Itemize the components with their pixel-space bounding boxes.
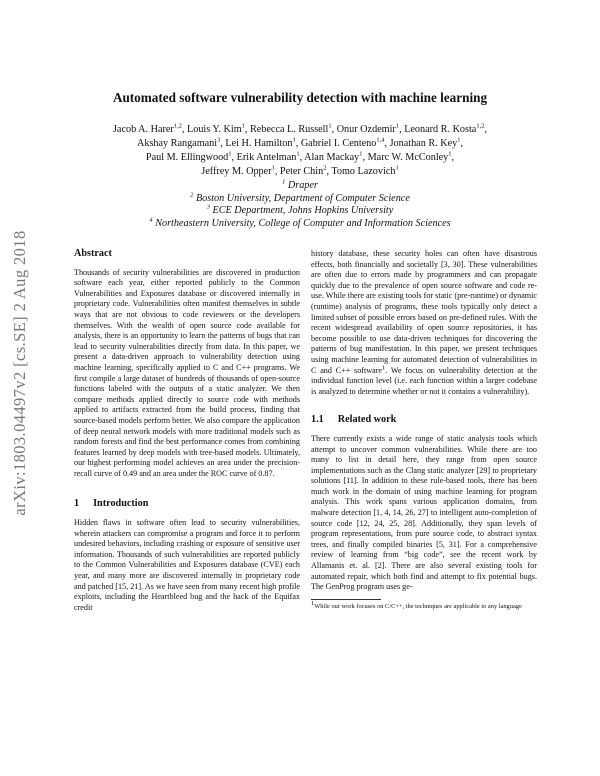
- affiliation-list: [60, 180, 540, 230]
- affiliation-line: [60, 218, 540, 231]
- introduction-continued-body: history database, these security holes can often have disastrous effects, both financially and societally [3, 30]. These vulnerabilities are often due to errors made by programmers and can propagate quickly due to the prevalence of open source software and code re-use. While there are existing tools for static (pre-runtime) or dynamic (runtime) analysis of programs, these tools typically only detect a limited subset of possible errors based on pre-defined rules. With the recent widespread availability of open source repositories, it has become possible to use data-driven techniques for discovering the patterns of bug manifestation. In this paper, we present techniques using machine learning for automated detection of vulnerabilities in C and C++ software: [311, 249, 537, 375]
- footnote: [311, 599, 537, 612]
- left-column: [74, 249, 300, 613]
- related-work-heading: [311, 415, 537, 426]
- author-name: Jacob A. Harer: [112, 124, 174, 135]
- author-name: , Lei H. Hamilton: [220, 138, 293, 149]
- author-line: [60, 165, 540, 179]
- author-affiliation-mark: 1,4: [376, 136, 385, 144]
- footnote-rule: [311, 599, 381, 600]
- author-name: , Onur Ozdemir: [331, 124, 396, 135]
- author-affiliation-mark: 1: [457, 136, 461, 144]
- author-affiliation-mark: 1: [271, 164, 275, 172]
- author-affiliation-mark: 1: [228, 150, 232, 158]
- affiliation-number: 1: [282, 178, 286, 186]
- author-affiliation-mark: 1: [241, 122, 245, 130]
- author-name: , Rebecca L. Russell: [244, 124, 329, 135]
- arxiv-identifier-text: arXiv:1803.04497v2 [cs.SE] 2 Aug 2018: [10, 230, 29, 516]
- author-name: Paul M. Ellingwood: [145, 152, 229, 163]
- paper-title: Automated software vulnerability detection with machine learning: [112, 90, 488, 105]
- affiliation-name: ECE Department, Johns Hopkins University: [212, 205, 394, 216]
- section-number: 1: [74, 498, 80, 510]
- abstract-heading: Abstract: [74, 248, 112, 259]
- author-affiliation-mark: 1: [395, 164, 399, 172]
- footnote-reference: 1: [382, 363, 386, 371]
- right-column: [311, 249, 537, 611]
- affiliation-name: Boston University, Department of Computer Science: [195, 192, 410, 204]
- author-name: , Gabriel I. Centeno: [295, 138, 377, 149]
- affiliation-line: [60, 180, 540, 193]
- subsection-title: Related work: [337, 414, 397, 426]
- affiliation-number: 2: [190, 191, 194, 199]
- introduction-heading: [74, 499, 300, 510]
- author-name: ,: [484, 124, 488, 135]
- arxiv-identifier-stamp: [6, 178, 34, 568]
- affiliation-name: Northeastern University, College of Computer and Information Sciences: [155, 217, 451, 229]
- author-name: ,: [460, 138, 463, 149]
- author-line: [60, 151, 540, 165]
- author-line: [60, 123, 540, 137]
- section-title: Introduction: [93, 498, 149, 510]
- author-affiliation-mark: 1: [359, 150, 363, 158]
- introduction-continued-end: . We focus on vulnerability detection at the individual function level (i.e. each function within a larger codebase is analyzed to determine whether or not it contains a vulnerability).: [311, 365, 537, 396]
- author-affiliation-mark: 1,2: [173, 122, 182, 130]
- author-name: , Peter Chin: [274, 166, 324, 177]
- introduction-continued-text: [311, 249, 537, 397]
- author-name: , Marc W. McConley: [362, 152, 449, 163]
- author-affiliation-mark: 1: [448, 150, 452, 158]
- footnote-text: While our work focuses on C/C++, the techniques are applicable to any language: [314, 602, 522, 610]
- author-affiliation-mark: 1: [292, 136, 296, 144]
- author-line: [60, 137, 540, 151]
- author-name: , Alan Mackay: [299, 152, 360, 163]
- author-name: , Jonathan R. Key: [384, 138, 458, 149]
- author-affiliation-mark: 2: [323, 164, 327, 172]
- author-affiliation-mark: 1,2: [476, 122, 485, 130]
- abstract-text: Thousands of security vulnerabilities are discovered in production software each year, either reported publicly to the Common Vulnerabilities and Exposures database or discovered internally in proprietary code. Vulnerabilities often manifest themselves in subtle ways that are not obvious to code reviewers or the developers themselves. With the wealth of open source code available for analysis, there is an opportunity to learn the patterns of bugs that can lead to security vulnerabilities directly from data. In this paper, we present a data-driven approach to vulnerability detection using machine learning, specifically applied to C and C++ programs. We first compile a large dataset of hundreds of thousands of open-source functions labeled with the outputs of a static analyzer. We then compare methods applied directly to source code with methods applied to artifacts extracted from the build process, finding that source-based models perform better. We also compare the application of deep neural network models with more traditional models such as random forests and find the best performance comes from combining features learned by deep models with tree-based models. Ultimately, our highest performing model achieves an area under the precision-recall curve of 0.49 and an area under the ROC curve of 0.87.: [74, 267, 300, 478]
- author-affiliation-mark: 1: [296, 150, 300, 158]
- affiliation-number: 3: [206, 203, 210, 211]
- author-affiliation-mark: 1: [328, 122, 332, 130]
- affiliation-number: 4: [149, 216, 153, 224]
- author-name: Jeffrey M. Opper: [201, 166, 272, 177]
- author-list: [60, 123, 540, 179]
- author-affiliation-mark: 1: [395, 122, 400, 130]
- subsection-number: 1.1: [311, 414, 324, 426]
- author-name: , Erik Antelman: [231, 152, 297, 163]
- author-name: , Leonard R. Kosta: [399, 124, 477, 135]
- affiliation-line: [60, 193, 540, 206]
- author-name: ,: [451, 152, 455, 163]
- author-affiliation-mark: 3: [217, 136, 221, 144]
- affiliation-line: [60, 205, 540, 218]
- author-name: , Louis Y. Kim: [181, 124, 242, 135]
- introduction-text: Hidden flaws in software often lead to security vulnerabilities, wherein attackers can compromise a program and force it to perform undesired behaviors, including crashing or exposure of sensitive user information. Thousands of such vulnerabilities are reported publicly to the Common Vulnerabilities and Exposures database (CVE) each year, and many more are discovered internally in proprietary code and patched [15, 21]. As we have seen from many recent high profile exploits, including the Heartbleed bug and the hack of the Equifax credit: [74, 518, 300, 612]
- affiliation-name: Draper: [287, 180, 318, 191]
- author-name: , Tomo Lazovich: [326, 166, 396, 177]
- author-name: Akshay Rangamani: [137, 138, 218, 149]
- related-work-text: There currently exists a wide range of static analysis tools which attempt to uncover common vulnerabilities. While there are too many to list in detail here, they range from open source implementations such as the Clang static analyzer [29] to proprietary solutions [11]. In addition to these rule-based tools, there has been much work in the domain of using machine learning for program analysis. This work spans various application domains, from malware detection [1, 4, 14, 26, 27] to intelligent auto-completion of source code [12, 24, 25, 28]. Additionally, they span levels of program representations, from pure source code, to abstract syntax trees, and finally compiled binaries [5, 31]. For a comprehensive review of learning from “big code”, see the recent work by Allamanis et. al. [2]. There are also several existing tools for automated repair, which both find and attempt to fix potential bugs. The GenProg program uses ge-: [311, 433, 537, 592]
- footnote-mark: 1: [311, 599, 315, 607]
